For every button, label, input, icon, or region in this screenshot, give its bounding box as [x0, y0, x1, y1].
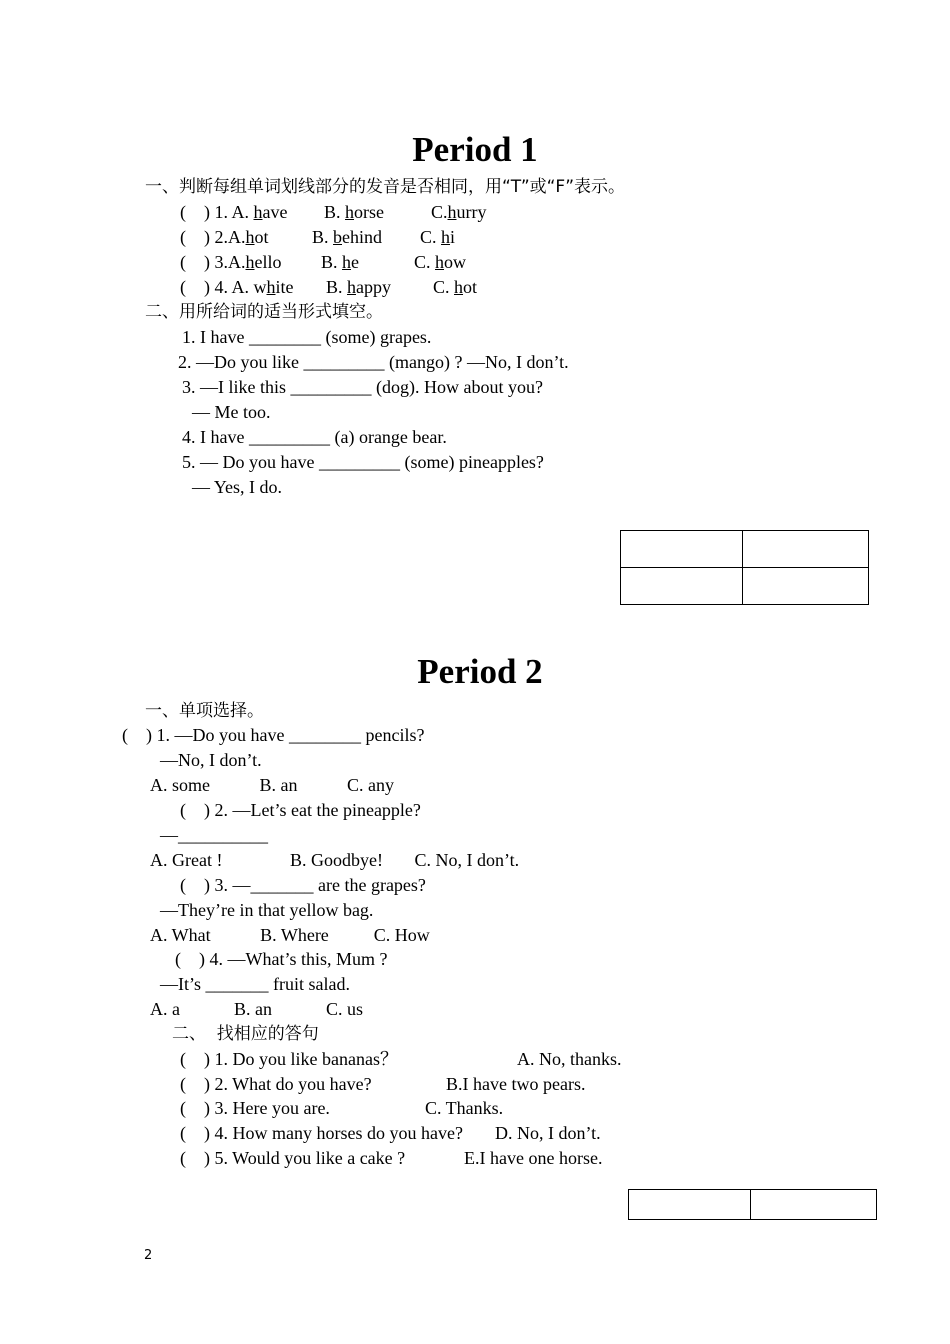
pron-a-underlined: h [245, 252, 255, 272]
p2-match-answer: E.I have one horse. [464, 1148, 603, 1168]
pron-c-underlined: h [441, 227, 451, 247]
pron-c-rest: urry [456, 202, 487, 222]
pron-prefix: ( ) 4. A. w [180, 277, 267, 297]
pron-b-prefix: B. [321, 252, 343, 272]
pron-c-underlined: h [447, 202, 457, 222]
score-cell[interactable] [621, 531, 743, 568]
p2-choice-line: A. What B. Where C. How [150, 925, 430, 945]
pron-prefix: ( ) 2.A. [180, 227, 246, 247]
p2-match-question: ( ) 2. What do you have? [180, 1074, 372, 1094]
score-row [621, 568, 869, 605]
p2-choice-line: ( ) 2. —Let’s eat the pineapple? [180, 800, 421, 820]
pron-b-rest: appy [356, 277, 392, 297]
pron-a-rest: ot [254, 227, 269, 247]
p1-fill-line: 3. —I like this _________ (dog). How about you? [182, 377, 543, 397]
p1-fill-line: 1. I have ________ (some) grapes. [182, 327, 432, 347]
pron-a-rest: ave [262, 202, 288, 222]
pron-c-prefix: C. [431, 202, 448, 222]
pron-c-prefix: C. [420, 227, 442, 247]
period2-title: Period 2 [417, 652, 543, 691]
p2-choice-line: ( ) 1. —Do you have ________ pencils? [122, 725, 425, 745]
period1-score-table [620, 530, 869, 605]
period1-title: Period 1 [412, 130, 538, 169]
p1-pron-row-c [414, 251, 466, 273]
pron-a-rest: ello [254, 252, 282, 272]
pron-b-underlined: h [342, 252, 352, 272]
p1-pron-row-b [312, 226, 382, 248]
p2-choice-line: A. a B. an C. us [150, 999, 363, 1019]
p2-choice-line: A. some B. an C. any [150, 775, 394, 795]
pron-b-underlined: b [333, 227, 343, 247]
score-row [621, 531, 869, 568]
pron-a-underlined: h [245, 227, 255, 247]
p2-match-answer: A. No, thanks. [517, 1049, 622, 1069]
score-row [629, 1190, 877, 1220]
score-cell[interactable] [751, 1190, 877, 1220]
score-cell[interactable] [621, 568, 743, 605]
pron-b-rest: e [351, 252, 360, 272]
p2-choice-line: —__________ [160, 825, 268, 845]
p2-match-question: ( ) 3. Here you are. [180, 1098, 330, 1118]
pron-c-rest: i [450, 227, 456, 247]
p1-fill-line: 2. —Do you like _________ (mango) ? —No, I don’t. [178, 352, 569, 372]
p2-section1-heading: 一、单项选择。 [145, 701, 264, 721]
pron-c-prefix: C. [433, 277, 455, 297]
p2-match-question: ( ) 4. How many horses do you have? [180, 1123, 463, 1143]
p2-choice-line: —It’s _______ fruit salad. [160, 974, 350, 994]
p1-pron-row-c [433, 276, 477, 298]
pron-b-prefix: B. [324, 202, 346, 222]
p2-choice-line: A. Great ! B. Goodbye! C. No, I don’t. [150, 850, 520, 870]
pron-a-rest: ite [275, 277, 294, 297]
pron-c-rest: ot [463, 277, 478, 297]
score-cell[interactable] [743, 531, 869, 568]
pron-b-prefix: B. [312, 227, 334, 247]
p1-pron-row [180, 251, 282, 273]
p1-pron-row-c [420, 226, 455, 248]
p1-fill-line: 4. I have _________ (a) orange bear. [182, 427, 447, 447]
pron-c-underlined: h [435, 252, 445, 272]
p2-choice-line: ( ) 3. —_______ are the grapes? [180, 875, 426, 895]
p1-pron-row [180, 276, 294, 298]
pron-prefix: ( ) 1. A. [180, 202, 254, 222]
pron-c-rest: ow [444, 252, 467, 272]
p1-pron-row-b [324, 201, 384, 223]
score-cell[interactable] [743, 568, 869, 605]
p2-choice-line: ( ) 4. —What’s this, Mum ? [175, 949, 388, 969]
p2-choice-line: —No, I don’t. [160, 750, 262, 770]
p1-pron-row-c [431, 201, 487, 223]
p2-match-answer: C. Thanks. [425, 1098, 504, 1118]
pron-a-underlined: h [266, 277, 276, 297]
p2-match-question: ( ) 5. Would you like a cake ? [180, 1148, 406, 1168]
pron-c-underlined: h [454, 277, 464, 297]
pron-b-underlined: h [345, 202, 355, 222]
p1-fill-line: 5. — Do you have _________ (some) pineapples? [182, 452, 544, 472]
pron-prefix: ( ) 3.A. [180, 252, 246, 272]
period2-score-table [628, 1189, 877, 1220]
p2-match-answer: D. No, I don’t. [495, 1123, 601, 1143]
p2-match-answer: B.I have two pears. [446, 1074, 586, 1094]
p1-pron-row [180, 201, 287, 223]
p1-section1-heading: 一、判断每组单词划线部分的发音是否相同，用“T”或“F”表示。 [145, 177, 626, 197]
p1-pron-row-b [321, 251, 359, 273]
p2-choice-line: —They’re in that yellow bag. [160, 900, 374, 920]
pron-a-underlined: h [253, 202, 263, 222]
pron-b-underlined: h [347, 277, 357, 297]
score-cell[interactable] [629, 1190, 751, 1220]
p1-fill-line: — Me too. [192, 402, 271, 422]
p1-pron-row-b [326, 276, 391, 298]
p1-pron-row [180, 226, 269, 248]
p2-section2-heading: 二、 找相应的答句 [172, 1024, 319, 1044]
p1-section2-heading: 二、用所给词的适当形式填空。 [145, 302, 383, 322]
pron-b-rest: ehind [342, 227, 383, 247]
p2-match-question: ( ) 1. Do you like bananas？ [180, 1049, 398, 1069]
p1-fill-line: — Yes, I do. [192, 477, 283, 497]
pron-b-rest: orse [354, 202, 385, 222]
page-number: 2 [144, 1248, 153, 1263]
pron-b-prefix: B. [326, 277, 348, 297]
pron-c-prefix: C. [414, 252, 436, 272]
